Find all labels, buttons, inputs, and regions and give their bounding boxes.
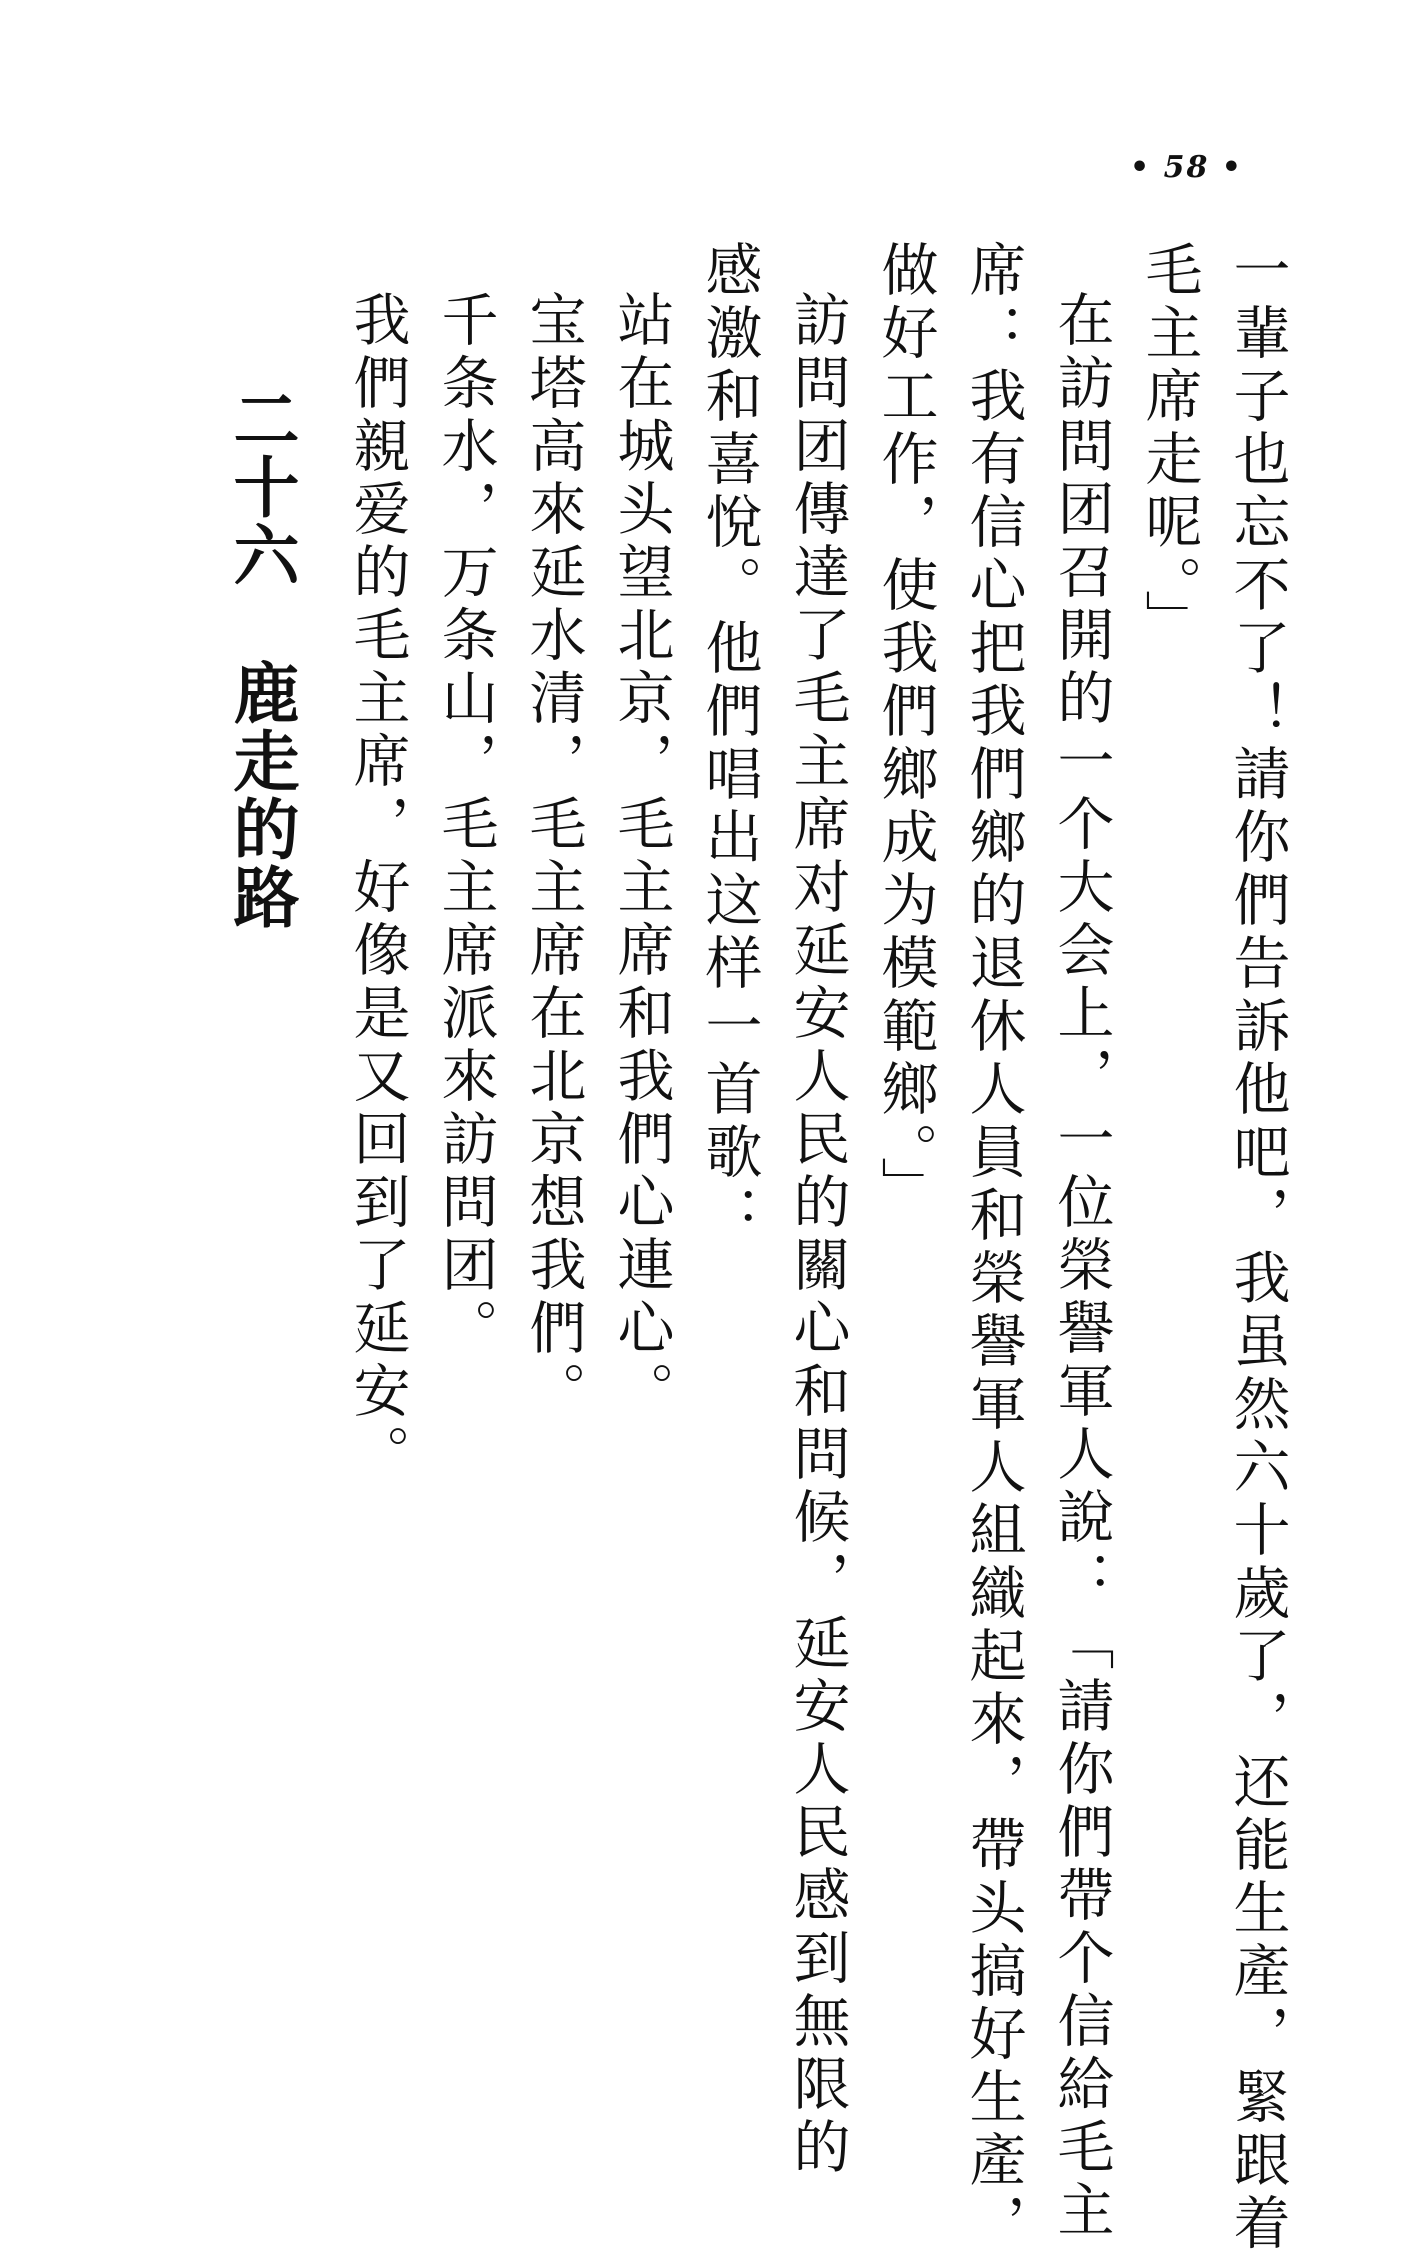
text-column-8: 站在城头望北京，毛主席和我們心連心。	[608, 290, 674, 1424]
text-column-1: 一輩子也忘不了！請你們告訴他吧，我虽然六十歲了，还能生產，緊跟着	[1224, 240, 1290, 2256]
chapter-number: 二十六	[222, 385, 300, 589]
text-column-9: 宝塔高來延水清，毛主席在北京想我們。	[520, 290, 586, 1424]
page-number: • 58 •	[1130, 150, 1243, 185]
text-column-2: 毛主席走呢。」	[1136, 240, 1202, 653]
text-column-3: 在訪問团召開的一个大会上，一位榮譽軍人說：「請你們帶个信給毛主	[1048, 290, 1114, 2243]
text-column-11: 我們親爱的毛主席，好像是又回到了延安。	[344, 290, 410, 1487]
text-column-4: 席：我有信心把我們鄉的退休人員和榮譽軍人組織起來，帶头搞好生產，	[960, 240, 1026, 2256]
chapter-heading	[222, 385, 300, 931]
text-column-6: 訪問团傳達了毛主席对延安人民的關心和問候，延安人民感到無限的	[784, 290, 850, 2180]
text-column-5: 做好工作，使我們鄉成为模範鄉。」	[872, 240, 938, 1220]
text-column-7: 感激和喜悅。他們唱出这样一首歌：	[696, 240, 762, 1248]
chapter-title: 鹿走的路	[222, 659, 300, 931]
text-column-10: 千条水，万条山，毛主席派來訪問团。	[432, 290, 498, 1361]
